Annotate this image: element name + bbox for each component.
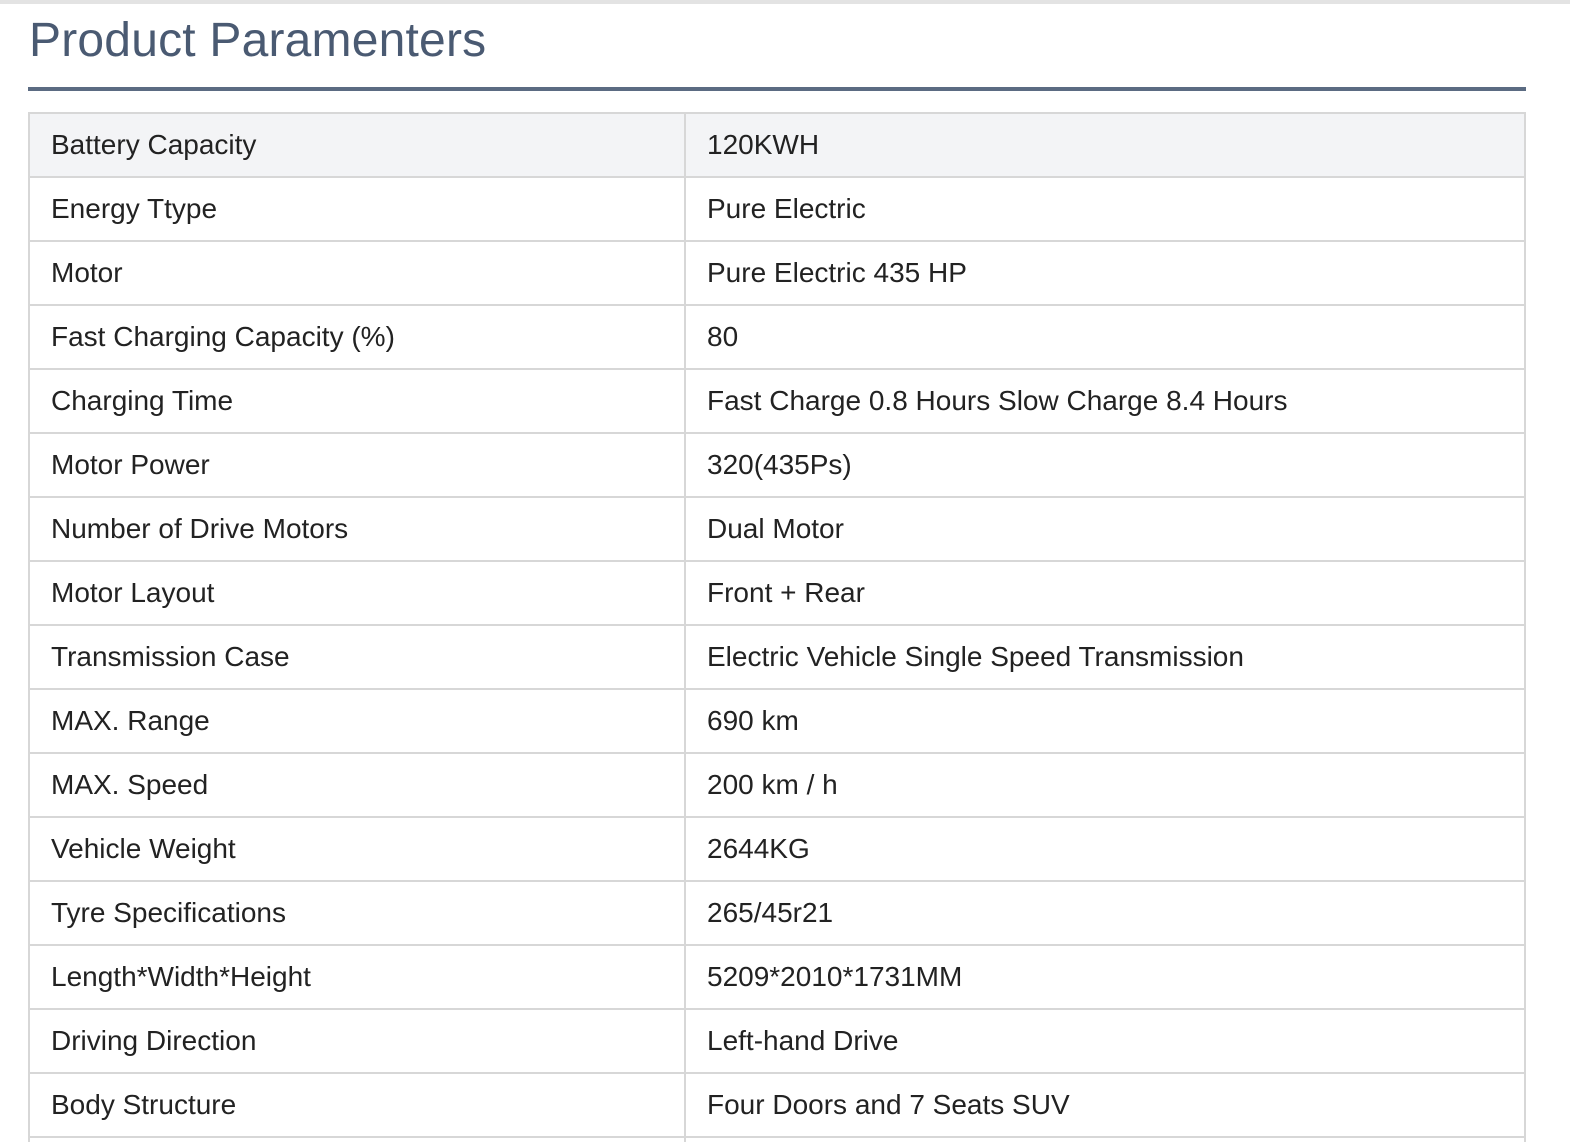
product-parameters-table xyxy=(28,112,1526,1142)
parameter-label: MAX. Speed xyxy=(29,753,685,817)
parameter-value: 320(435Ps) xyxy=(685,433,1525,497)
top-border xyxy=(0,0,1570,4)
parameter-label: Vehicle Weight xyxy=(29,817,685,881)
parameter-value: Pure Electric 435 HP xyxy=(685,241,1525,305)
parameter-label xyxy=(29,1137,685,1142)
table-row xyxy=(29,497,1525,561)
table-row xyxy=(29,1073,1525,1137)
table-row xyxy=(29,177,1525,241)
parameter-value: Four Doors and 7 Seats SUV xyxy=(685,1073,1525,1137)
parameter-label: Length*Width*Height xyxy=(29,945,685,1009)
parameter-value: Front + Rear xyxy=(685,561,1525,625)
parameter-value: 80 xyxy=(685,305,1525,369)
table-row xyxy=(29,241,1525,305)
parameter-value xyxy=(685,1137,1525,1142)
table-row xyxy=(29,625,1525,689)
parameter-value: Left-hand Drive xyxy=(685,1009,1525,1073)
parameter-label: Fast Charging Capacity (%) xyxy=(29,305,685,369)
table-row xyxy=(29,945,1525,1009)
table-row xyxy=(29,1009,1525,1073)
parameter-label: Battery Capacity xyxy=(29,113,685,177)
parameter-value: 690 km xyxy=(685,689,1525,753)
table-row xyxy=(29,433,1525,497)
table-row xyxy=(29,1137,1525,1142)
parameter-label: Motor Power xyxy=(29,433,685,497)
table-row xyxy=(29,561,1525,625)
parameter-value: Dual Motor xyxy=(685,497,1525,561)
parameter-label: Motor xyxy=(29,241,685,305)
table-row xyxy=(29,113,1525,177)
parameter-label: Driving Direction xyxy=(29,1009,685,1073)
parameter-value: 120KWH xyxy=(685,113,1525,177)
table-row xyxy=(29,305,1525,369)
parameter-value: 265/45r21 xyxy=(685,881,1525,945)
parameter-label: Energy Ttype xyxy=(29,177,685,241)
parameter-label: Charging Time xyxy=(29,369,685,433)
page-title: Product Paramenters xyxy=(29,14,487,67)
parameter-value: 2644KG xyxy=(685,817,1525,881)
parameter-value: Pure Electric xyxy=(685,177,1525,241)
parameter-label: Body Structure xyxy=(29,1073,685,1137)
parameter-value: Electric Vehicle Single Speed Transmission xyxy=(685,625,1525,689)
title-underline xyxy=(28,87,1526,91)
table-row xyxy=(29,753,1525,817)
parameter-label: Tyre Specifications xyxy=(29,881,685,945)
parameter-label: Motor Layout xyxy=(29,561,685,625)
table-row xyxy=(29,817,1525,881)
parameter-label: MAX. Range xyxy=(29,689,685,753)
parameter-value: 5209*2010*1731MM xyxy=(685,945,1525,1009)
parameter-value: Fast Charge 0.8 Hours Slow Charge 8.4 Hours xyxy=(685,369,1525,433)
table-row xyxy=(29,881,1525,945)
parameter-label: Transmission Case xyxy=(29,625,685,689)
table-row xyxy=(29,369,1525,433)
parameter-value: 200 km / h xyxy=(685,753,1525,817)
parameter-label: Number of Drive Motors xyxy=(29,497,685,561)
table-row xyxy=(29,689,1525,753)
